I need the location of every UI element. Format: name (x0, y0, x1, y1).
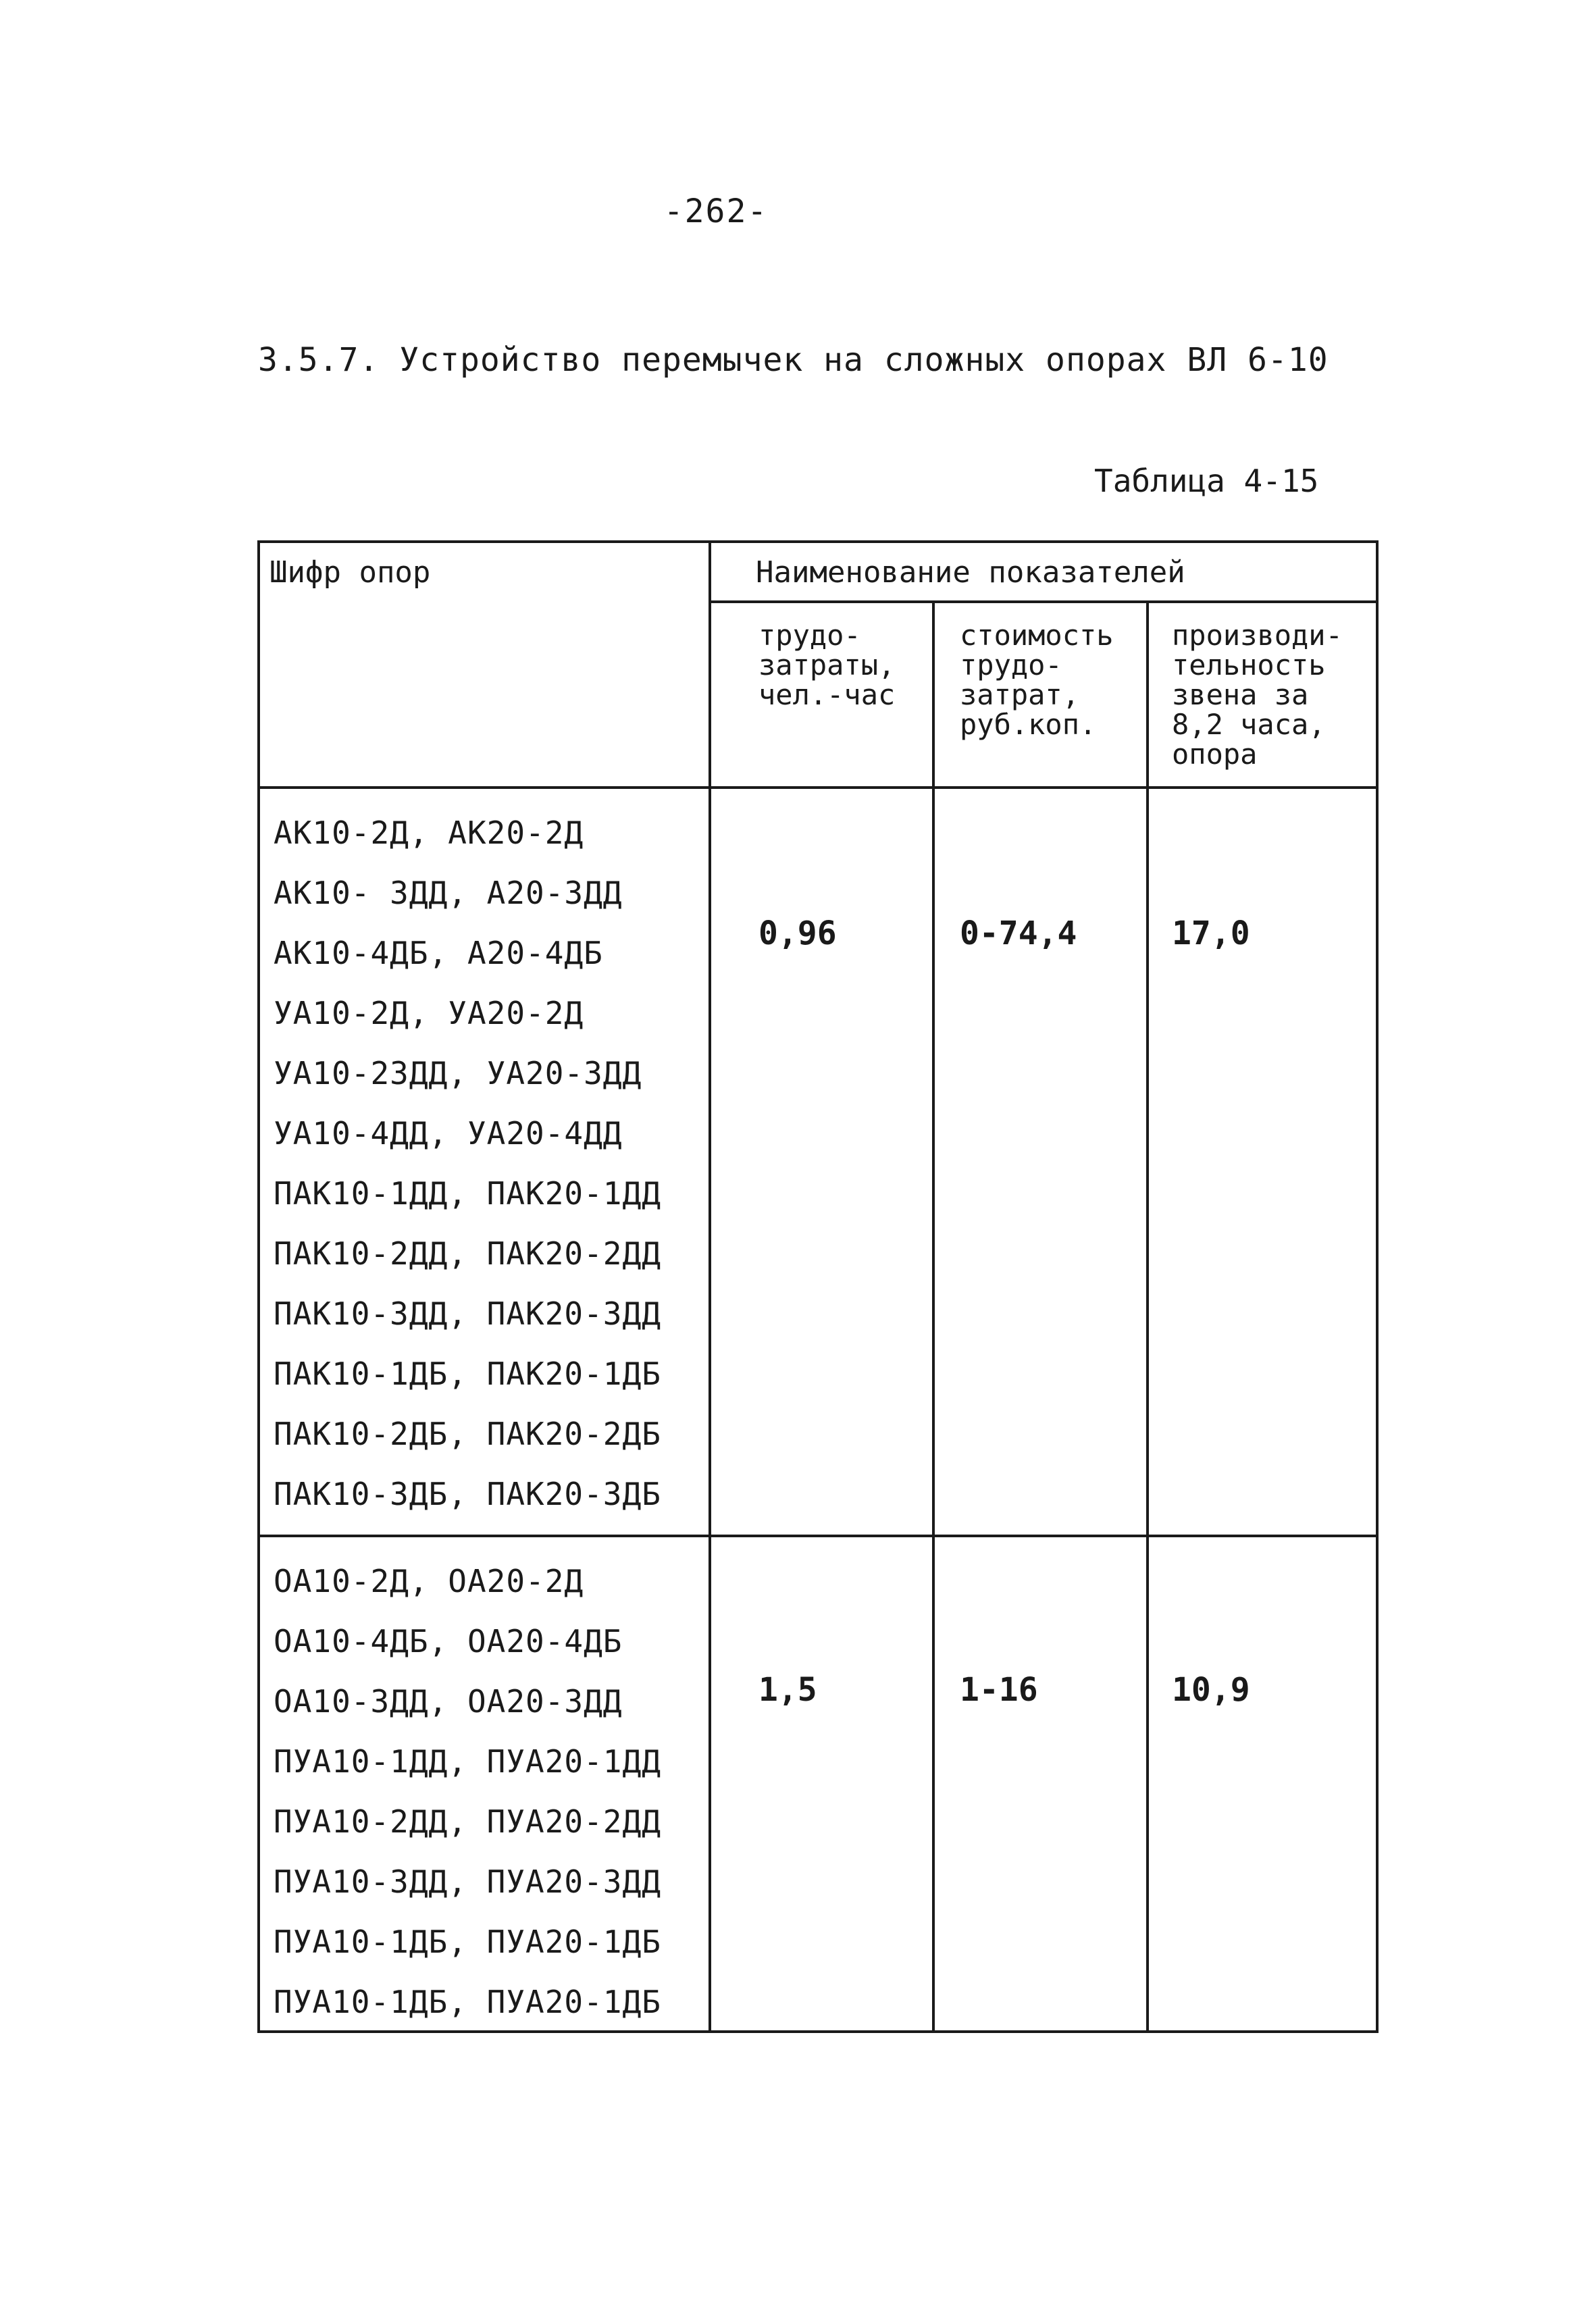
code-row: ПУА10-2ДД, ПУА20-2ДД (274, 1803, 661, 1840)
table-caption: Таблица 4-15 (1094, 463, 1319, 499)
code-row: УА10-4ДД, УА20-4ДД (274, 1115, 623, 1152)
code-row: ПУА10-1ДД, ПУА20-1ДД (274, 1743, 661, 1780)
code-row: АК10- 3ДД, А20-3ДД (274, 875, 623, 911)
data-table (257, 540, 1379, 2033)
header-indicators-group: Наименование показателей (756, 555, 1185, 590)
page-number: -262- (663, 192, 769, 230)
column-divider (709, 543, 711, 2033)
code-row: ОА10-3ДД, ОА20-3ДД (274, 1683, 623, 1720)
code-row: ПАК10-2ДД, ПАК20-2ДД (274, 1235, 661, 1272)
group-2-productivity: 10,9 (1172, 1671, 1250, 1709)
column-divider (932, 600, 935, 2033)
code-row: УА10-2Д, УА20-2Д (274, 995, 584, 1031)
code-row: УА10-23ДД, УА20-3ДД (274, 1055, 642, 1091)
column-divider (1146, 600, 1149, 2033)
code-row: ПАК10-1ДБ, ПАК20-1ДБ (274, 1356, 661, 1392)
code-row: ПАК10-3ДБ, ПАК20-3ДБ (274, 1476, 661, 1512)
code-row: АК10-4ДБ, А20-4ДБ (274, 935, 603, 971)
header-code-column: Шифр опор (269, 555, 431, 590)
code-row: ОА10-2Д, ОА20-2Д (274, 1563, 584, 1599)
group-2-codes (274, 1551, 661, 2032)
row-divider (709, 600, 1379, 603)
group-1-productivity: 17,0 (1172, 915, 1250, 952)
code-row: ПУА10-1ДБ, ПУА20-1ДБ (274, 1924, 661, 1960)
code-row: ПУА10-3ДД, ПУА20-3ДД (274, 1863, 661, 1900)
header-productivity: производи- тельность звена за 8,2 часа, опора (1172, 619, 1343, 771)
row-divider (260, 786, 1379, 789)
row-divider (260, 1535, 1379, 1537)
code-row: ПАК10-3ДД, ПАК20-3ДД (274, 1295, 661, 1332)
code-row: ПУА10-1ДБ, ПУА20-1ДБ (274, 1984, 661, 2020)
group-1-labor: 0,96 (758, 915, 837, 952)
code-row: ПАК10-1ДД, ПАК20-1ДД (274, 1175, 661, 1212)
code-row: ОА10-4ДБ, ОА20-4ДБ (274, 1623, 623, 1660)
section-title: 3.5.7. Устройство перемычек на сложных опорах ВЛ 6-10 (258, 341, 1329, 379)
header-cost: стоимость трудо- затрат, руб.коп. (960, 619, 1114, 741)
code-row: АК10-2Д, АК20-2Д (274, 815, 584, 851)
group-2-cost: 1-16 (960, 1671, 1038, 1709)
group-1-cost: 0-74,4 (960, 915, 1077, 952)
code-row: ПАК10-2ДБ, ПАК20-2ДБ (274, 1416, 661, 1452)
group-1-codes (274, 803, 661, 1524)
header-labor: трудо- затраты, чел.-час (758, 619, 896, 711)
group-2-labor: 1,5 (758, 1671, 817, 1709)
